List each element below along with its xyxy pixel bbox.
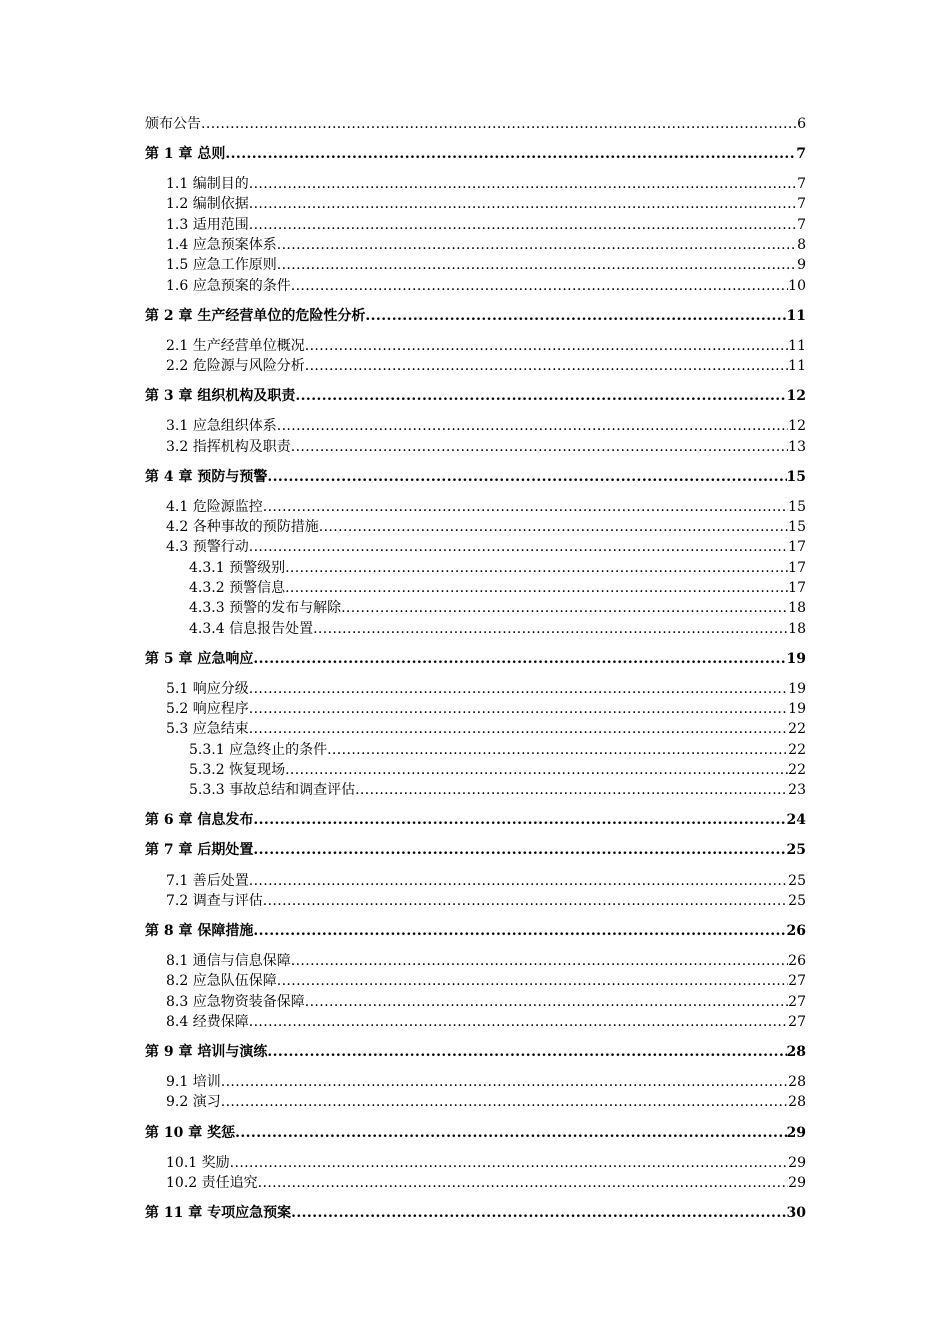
toc-entry-title: 1.1 编制目的 [166, 176, 249, 193]
toc-entry[interactable] [145, 1153, 806, 1173]
toc-entry[interactable] [145, 356, 806, 376]
toc-entry-title: 5.3.2 恢复现场 [189, 761, 286, 778]
toc-entry-title: 1.5 应急工作原则 [166, 257, 277, 274]
toc-entry-title: 1.3 适用范围 [166, 216, 249, 233]
toc-chapter-entry[interactable] [145, 386, 806, 406]
toc-page-number: 7 [796, 146, 806, 163]
toc-entry-title: 8.3 应急物资装备保障 [166, 993, 305, 1010]
toc-page-number: 26 [786, 922, 806, 939]
toc-chapter-entry[interactable] [145, 810, 806, 830]
toc-page-number: 26 [788, 953, 806, 970]
toc-entry-title: 3.1 应急组织体系 [166, 418, 277, 435]
toc-page-number: 30 [786, 1205, 806, 1221]
toc-entry[interactable] [145, 1173, 806, 1193]
toc-dot-leader [313, 619, 788, 639]
toc-dot-leader [221, 1072, 788, 1092]
toc-entry-title: 5.3 应急结束 [166, 721, 249, 738]
toc-dot-leader [249, 719, 788, 739]
toc-entry-title: 7.2 调查与评估 [166, 892, 263, 909]
toc-entry-title: 第 3 章 组织机构及职责 [145, 388, 296, 405]
toc-entry[interactable] [145, 336, 806, 356]
toc-dot-leader [305, 356, 788, 376]
toc-page-number: 27 [788, 1013, 806, 1030]
toc-entry-title: 第 2 章 生产经营单位的危险性分析 [145, 307, 366, 324]
toc-page-number: 28 [788, 1074, 806, 1091]
toc-page-number: 28 [786, 1044, 806, 1061]
toc-entry-title: 4.2 各种事故的预防措施 [166, 519, 319, 536]
toc-page-number: 22 [788, 721, 806, 738]
toc-entry-title: 8.4 经费保障 [166, 1013, 249, 1030]
toc-chapter-entry[interactable] [145, 840, 806, 860]
toc-page-number: 25 [788, 872, 806, 889]
toc-entry[interactable] [145, 497, 806, 517]
toc-page-number: 13 [788, 438, 806, 455]
toc-page-number: 10 [788, 277, 806, 294]
toc-entry[interactable] [145, 215, 806, 235]
toc-dot-leader [253, 810, 786, 830]
toc-dot-leader [235, 1123, 786, 1143]
toc-entry[interactable] [145, 619, 806, 639]
toc-entry[interactable] [145, 517, 806, 537]
toc-dot-leader [277, 416, 788, 436]
toc-page-number: 12 [786, 388, 806, 405]
toc-entry-title: 8.1 通信与信息保障 [166, 953, 291, 970]
toc-chapter-entry[interactable] [145, 306, 806, 326]
toc-chapter-entry[interactable] [145, 144, 806, 164]
toc-entry[interactable] [145, 255, 806, 275]
toc-dot-leader [295, 386, 786, 406]
toc-entry[interactable] [145, 537, 806, 557]
toc-page-number: 11 [788, 337, 806, 354]
toc-dot-leader [249, 679, 788, 699]
toc-dot-leader [230, 1153, 789, 1173]
toc-entry-title: 第 9 章 培训与演练 [145, 1044, 268, 1061]
toc-chapter-entry[interactable] [145, 1042, 806, 1062]
table-of-contents [145, 114, 806, 1223]
toc-dot-leader [285, 558, 788, 578]
toc-entry[interactable] [145, 437, 806, 457]
toc-entry-title: 5.3.3 事故总结和调查评估 [189, 782, 356, 799]
toc-dot-leader [253, 921, 786, 941]
toc-page-number: 7 [797, 176, 806, 193]
toc-entry-title: 颁布公告 [145, 116, 201, 132]
toc-entry[interactable] [145, 194, 806, 214]
toc-page-number: 27 [788, 973, 806, 990]
toc-entry-title: 第 4 章 预防与预警 [145, 468, 268, 485]
toc-entry-title: 4.1 危险源监控 [166, 498, 263, 515]
toc-entry-title: 1.4 应急预案体系 [166, 237, 277, 254]
toc-page-number: 7 [797, 216, 806, 233]
toc-dot-leader [253, 649, 786, 669]
toc-dot-leader [277, 971, 788, 991]
toc-entry-title: 9.1 培训 [166, 1074, 221, 1091]
toc-dot-leader [258, 1173, 789, 1193]
toc-page-number: 15 [788, 498, 806, 515]
toc-page-number: 17 [788, 559, 806, 576]
toc-entry-title: 第 8 章 保障措施 [145, 922, 254, 939]
toc-chapter-entry[interactable] [145, 467, 806, 487]
toc-page-number: 12 [788, 418, 806, 435]
toc-entry-title: 1.2 编制依据 [166, 196, 249, 213]
toc-entry[interactable] [145, 598, 806, 618]
toc-entry-title: 4.3 预警行动 [166, 539, 249, 556]
toc-entry[interactable] [145, 558, 806, 578]
toc-entry-title: 5.1 响应分级 [166, 680, 249, 697]
toc-chapter-entry[interactable] [145, 1123, 806, 1143]
toc-dot-leader [249, 871, 788, 891]
toc-entry[interactable] [145, 891, 806, 911]
toc-page-number: 11 [788, 358, 806, 375]
toc-dot-leader [291, 276, 788, 296]
toc-entry-title: 第 5 章 应急响应 [145, 650, 254, 667]
toc-page-number: 19 [786, 650, 806, 667]
toc-entry[interactable] [145, 1072, 806, 1092]
toc-dot-leader [291, 951, 788, 971]
toc-entry[interactable] [145, 114, 806, 134]
toc-entry[interactable] [145, 276, 806, 296]
toc-dot-leader [291, 1203, 786, 1223]
toc-page-number: 29 [786, 1124, 806, 1141]
toc-dot-leader [277, 255, 797, 275]
toc-page-number: 17 [788, 539, 806, 556]
toc-page-number: 18 [788, 620, 806, 637]
toc-page-number: 18 [788, 600, 806, 617]
toc-dot-leader [201, 114, 797, 134]
toc-dot-leader [355, 780, 788, 800]
toc-entry-title: 7.1 善后处置 [166, 872, 249, 889]
toc-dot-leader [249, 537, 788, 557]
toc-page-number: 25 [786, 842, 806, 859]
toc-entry[interactable] [145, 1012, 806, 1032]
toc-dot-leader [249, 1012, 788, 1032]
toc-entry[interactable] [145, 760, 806, 780]
toc-dot-leader [253, 840, 786, 860]
toc-dot-leader [263, 497, 788, 517]
toc-entry-title: 3.2 指挥机构及职责 [166, 438, 291, 455]
toc-page-number: 27 [788, 993, 806, 1010]
toc-entry-title: 4.3.1 预警级别 [189, 559, 286, 576]
toc-entry-title: 4.3.4 信息报告处置 [189, 620, 314, 637]
toc-entry-title: 第 10 章 奖惩 [145, 1124, 236, 1141]
toc-page-number: 23 [788, 782, 806, 799]
toc-dot-leader [249, 699, 788, 719]
toc-page-number: 7 [797, 196, 806, 213]
toc-dot-leader [267, 467, 786, 487]
toc-page-number: 29 [788, 1174, 806, 1191]
toc-dot-leader [277, 235, 797, 255]
toc-dot-leader [365, 306, 786, 326]
toc-page-number: 15 [786, 468, 806, 485]
toc-entry[interactable] [145, 971, 806, 991]
toc-entry-title: 第 7 章 后期处置 [145, 842, 254, 859]
toc-chapter-entry[interactable] [145, 649, 806, 669]
toc-entry-title: 2.2 危险源与风险分析 [166, 358, 305, 375]
toc-entry[interactable] [145, 1092, 806, 1112]
toc-entry-title: 第 1 章 总则 [145, 146, 226, 163]
toc-dot-leader [249, 194, 797, 214]
toc-page-number: 28 [788, 1094, 806, 1111]
toc-entry-title: 5.3.1 应急终止的条件 [189, 741, 328, 758]
toc-page-number: 8 [797, 237, 806, 254]
toc-entry[interactable] [145, 719, 806, 739]
toc-entry-title: 1.6 应急预案的条件 [166, 277, 291, 294]
toc-dot-leader [319, 517, 788, 537]
toc-page-number: 9 [797, 257, 806, 274]
toc-page-number: 22 [788, 761, 806, 778]
toc-page-number: 25 [788, 892, 806, 909]
toc-dot-leader [305, 992, 788, 1012]
toc-entry-title: 4.3.3 预警的发布与解除 [189, 600, 342, 617]
toc-entry-title: 9.2 演习 [166, 1094, 221, 1111]
toc-entry-title: 8.2 应急队伍保障 [166, 973, 277, 990]
toc-page-number: 19 [788, 701, 806, 718]
toc-entry-title: 第 11 章 专项应急预案 [145, 1205, 292, 1221]
toc-entry-title: 10.2 责任追究 [166, 1174, 258, 1191]
toc-page-number: 15 [788, 519, 806, 536]
toc-entry[interactable] [145, 780, 806, 800]
toc-page-number: 11 [786, 307, 806, 324]
toc-entry-title: 4.3.2 预警信息 [189, 580, 286, 597]
toc-entry[interactable] [145, 679, 806, 699]
toc-chapter-entry[interactable] [145, 921, 806, 941]
toc-dot-leader [305, 336, 788, 356]
toc-entry[interactable] [145, 951, 806, 971]
toc-page-number: 24 [786, 812, 806, 829]
toc-dot-leader [285, 578, 788, 598]
toc-dot-leader [341, 598, 788, 618]
toc-dot-leader [267, 1042, 786, 1062]
toc-page-number: 19 [788, 680, 806, 697]
toc-page-number: 17 [788, 580, 806, 597]
toc-entry[interactable] [145, 578, 806, 598]
toc-entry-title: 10.1 奖励 [166, 1154, 230, 1171]
toc-dot-leader [327, 740, 788, 760]
toc-entry-title: 5.2 响应程序 [166, 701, 249, 718]
toc-page-number: 6 [797, 116, 806, 132]
toc-dot-leader [285, 760, 788, 780]
toc-dot-leader [249, 174, 797, 194]
toc-chapter-entry[interactable] [145, 1203, 806, 1223]
toc-dot-leader [225, 144, 796, 164]
toc-dot-leader [221, 1092, 788, 1112]
toc-entry-title: 第 6 章 信息发布 [145, 812, 254, 829]
toc-dot-leader [249, 215, 797, 235]
toc-dot-leader [291, 437, 788, 457]
toc-entry[interactable] [145, 871, 806, 891]
toc-entry[interactable] [145, 416, 806, 436]
toc-entry[interactable] [145, 699, 806, 719]
toc-entry-title: 2.1 生产经营单位概况 [166, 337, 305, 354]
toc-dot-leader [263, 891, 788, 911]
toc-entry[interactable] [145, 992, 806, 1012]
toc-page-number: 29 [788, 1154, 806, 1171]
toc-entry[interactable] [145, 235, 806, 255]
toc-entry[interactable] [145, 174, 806, 194]
toc-entry[interactable] [145, 740, 806, 760]
toc-page-number: 22 [788, 741, 806, 758]
